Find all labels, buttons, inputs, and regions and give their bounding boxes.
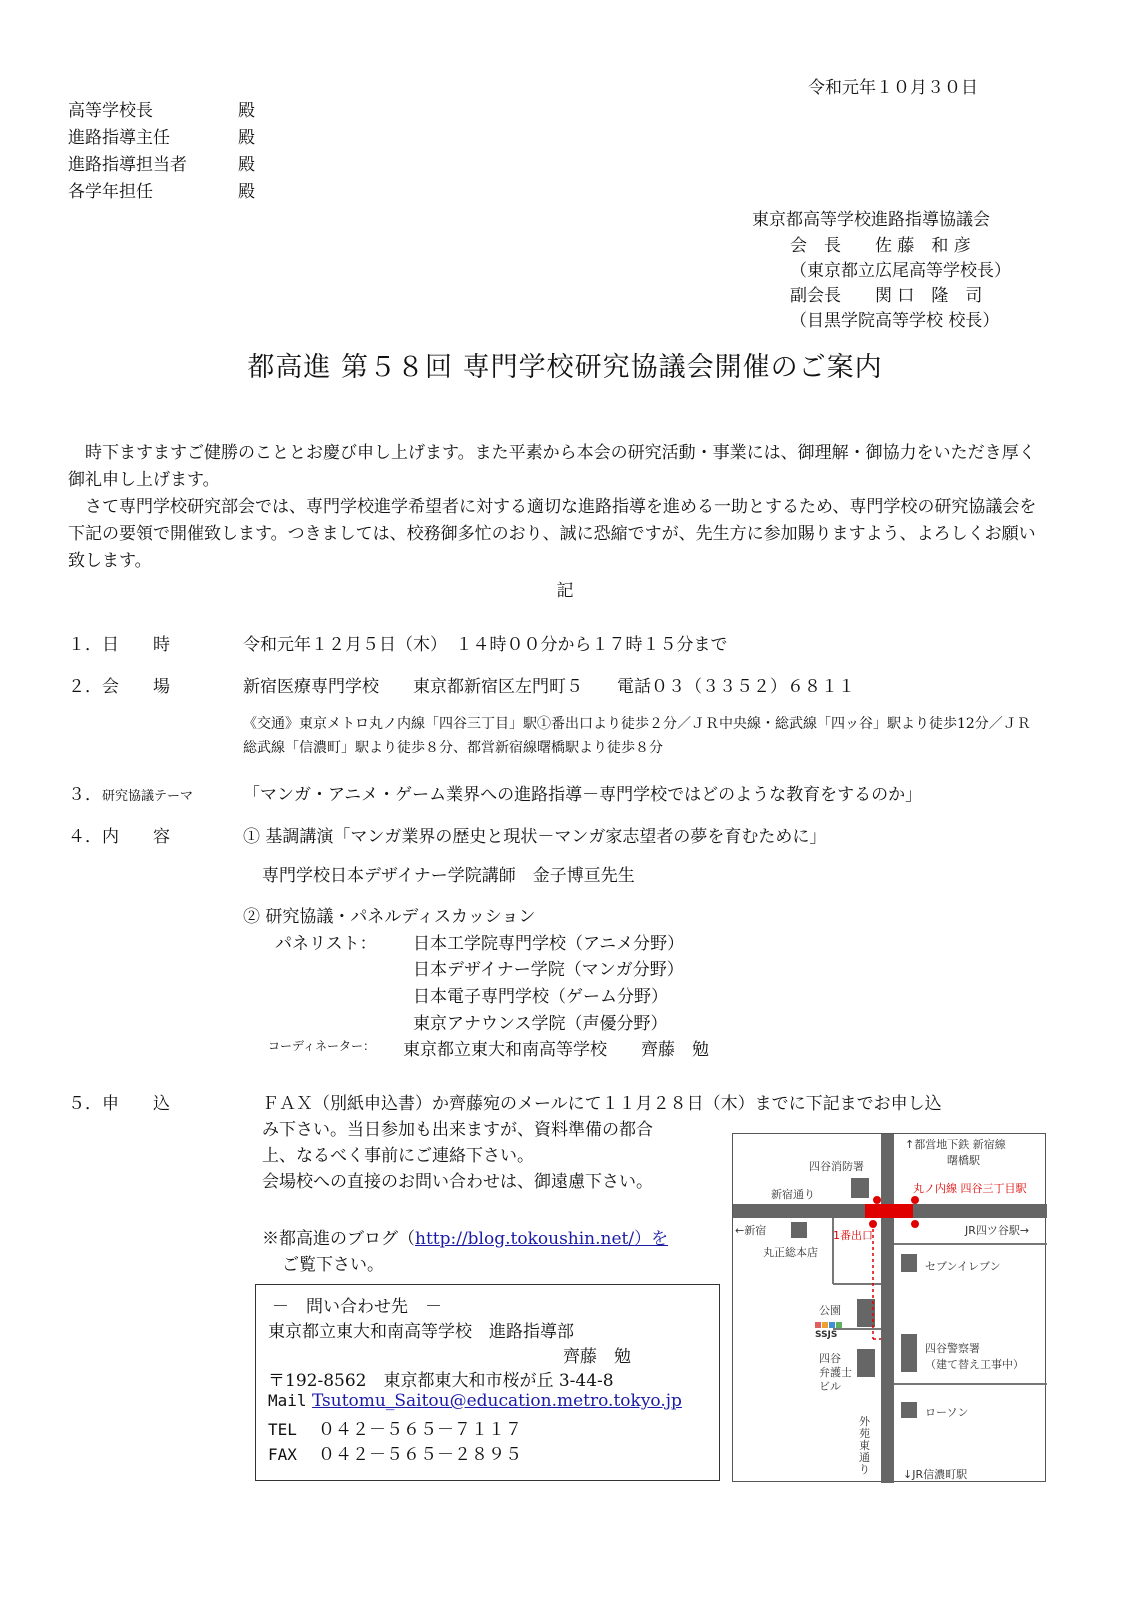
theme-label-text: 研究協議テーマ bbox=[102, 789, 194, 804]
date-label: １．日 時 bbox=[68, 635, 170, 655]
coordinator-value: 東京都立東大和南高等学校 齊藤 勉 bbox=[403, 1040, 709, 1060]
map-seven-eleven: セブンイレブン bbox=[925, 1260, 1001, 1273]
blog-line-2: ご覧下さい。 bbox=[282, 1255, 384, 1275]
mail-label: Mail bbox=[268, 1391, 307, 1410]
recipient-suffix: 殿 bbox=[238, 101, 255, 121]
recipient-title: 高等学校長 bbox=[68, 101, 153, 121]
fax-value: ０４２－５６５－２８９５ bbox=[318, 1445, 522, 1465]
lawson-building bbox=[901, 1402, 917, 1418]
blog-line bbox=[262, 1224, 668, 1249]
apply-label: ５．申 込 bbox=[68, 1094, 170, 1114]
recipient-title: 各学年担任 bbox=[68, 182, 153, 202]
map-west-label: ←新宿 bbox=[735, 1224, 767, 1237]
map-akebonobashi: 曙橋駅 bbox=[947, 1154, 980, 1167]
panel-line: ② 研究協議・パネルディスカッション bbox=[243, 907, 536, 927]
access-note: 《交通》東京メトロ丸ノ内線「四谷三丁目」駅①番出口より徒歩２分／ＪＲ中央線・総武線「四ッ谷」駅より徒歩12分／ＪＲ総武線「信濃町」駅より徒歩８分、都営新宿線曙橋駅より徒歩８分 bbox=[243, 716, 1031, 756]
recipient-line bbox=[68, 177, 255, 202]
tel-value: ０４２－５６５－７１１７ bbox=[318, 1420, 522, 1440]
recipient-title: 進路指導主任 bbox=[68, 128, 170, 148]
apply-line: 上、なるべく事前にご連絡下さい。 bbox=[262, 1146, 534, 1166]
ki-heading: 記 bbox=[556, 581, 574, 601]
contact-tel-line bbox=[268, 1415, 522, 1440]
apply-line: ＦＡＸ（別紙申込書）か齊藤宛のメールにて１１月２８日（木）までに下記までお申し込 bbox=[262, 1094, 942, 1114]
panelist-item: 日本工学院専門学校（アニメ分野） bbox=[413, 934, 685, 954]
map-marunouchi: 丸ノ内線 四谷三丁目駅 bbox=[913, 1182, 1027, 1195]
recipient-line bbox=[68, 123, 255, 148]
date-value: 令和元年１２月５日（木） １４時００分から１７時１５分まで bbox=[243, 635, 728, 655]
map-fire-station: 四谷消防署 bbox=[809, 1160, 864, 1173]
page-title: 都高進 第５８回 専門学校研究協議会開催のご案内 bbox=[247, 352, 883, 383]
apply-line: 会場校への直接のお問い合わせは、御遠慮下さい。 bbox=[262, 1172, 653, 1192]
theme-value: 「マンガ・アニメ・ゲーム業界への進路指導－専門学校ではどのような教育をするのか」 bbox=[243, 785, 923, 805]
police-building bbox=[901, 1334, 917, 1372]
recipient-title: 進路指導担当者 bbox=[68, 155, 187, 175]
panelist-item: 日本デザイナー学院（マンガ分野） bbox=[413, 960, 684, 980]
lecturer-line: 専門学校日本デザイナー学院講師 金子博亘先生 bbox=[262, 866, 635, 886]
access-map bbox=[732, 1133, 1046, 1482]
coordinator-label: コーディネーター： bbox=[268, 1039, 376, 1053]
map-lawson: ローソン bbox=[925, 1406, 969, 1419]
map-subway-label: ↑都営地下鉄 新宿線 bbox=[905, 1138, 1006, 1151]
map-exit1: 1番出口 bbox=[833, 1229, 873, 1242]
gaien-road bbox=[881, 1134, 894, 1483]
map-gaien-street: 外苑東通り bbox=[859, 1415, 870, 1476]
map-benten: 四谷 弁護士 ビル bbox=[819, 1352, 852, 1393]
purpose-paragraph: さて専門学校研究部会では、専門学校進学希望者に対する適切な進路指導を進める一助とするため、専門学校の研究協議会を下記の要領で開催致します。つきましては、校務御多忙のおり、誠に恐縮ですが、先生方に参加賜りますよう、よろしくお願い致します。 bbox=[68, 497, 1037, 571]
blog-prefix: ※都高進のブログ（ bbox=[262, 1229, 415, 1249]
greeting-paragraph: 時下ますますご健勝のこととお慶び申し上げます。また平素から本会の研究活動・事業には、御理解・御協力をいただき厚く御礼申し上げます。 bbox=[68, 443, 1036, 490]
map-jr-yotsuya: JR四ツ谷駅→ bbox=[965, 1224, 1030, 1237]
map-police: 四谷警察署 bbox=[925, 1342, 980, 1355]
maruzen-building bbox=[791, 1222, 807, 1238]
station-exit-marker bbox=[873, 1196, 881, 1204]
panelist-item: 日本電子専門学校（ゲーム分野） bbox=[413, 987, 668, 1007]
map-police-note: （建て替え工事中） bbox=[925, 1358, 1024, 1371]
contact-person: 齊藤 勉 bbox=[563, 1347, 631, 1367]
recipient-suffix: 殿 bbox=[238, 128, 255, 148]
ssjs-logo-block bbox=[815, 1322, 821, 1328]
sender-president-school: （東京都立広尾高等学校長） bbox=[790, 261, 1011, 281]
station-exit-marker bbox=[911, 1196, 919, 1204]
map-maruzen: 丸正総本店 bbox=[763, 1246, 818, 1259]
recipient-suffix: 殿 bbox=[238, 155, 255, 175]
ssjs-logo-block bbox=[829, 1322, 835, 1328]
tel-label: TEL bbox=[268, 1420, 297, 1439]
blog-link[interactable]: http://blog.tokoushin.net/ bbox=[415, 1229, 635, 1249]
sender-vice: 副会長 関 口 隆 司 bbox=[790, 286, 983, 306]
contact-address: 〒192-8562 東京都東大和市桜が丘 3-44-8 bbox=[268, 1371, 614, 1391]
station-block bbox=[865, 1204, 913, 1218]
contact-mail-line bbox=[268, 1391, 682, 1411]
theme-number: ３． bbox=[68, 785, 102, 805]
mail-link[interactable]: Tsutomu_Saitou@education.metro.tokyo.jp bbox=[311, 1391, 682, 1411]
map-shinanomachi: ↓JR信濃町駅 bbox=[903, 1468, 968, 1481]
fire-station-building bbox=[851, 1178, 869, 1198]
recipient-suffix: 殿 bbox=[238, 182, 255, 202]
sender-org: 東京都高等学校進路指導協議会 bbox=[752, 210, 990, 230]
content-label: ４．内 容 bbox=[68, 827, 170, 847]
venue-label: ２．会 場 bbox=[68, 677, 170, 697]
map-shinjuku-street: 新宿通り bbox=[771, 1188, 815, 1201]
map-park: 公園 bbox=[819, 1304, 841, 1317]
panelist-label: パネリスト： bbox=[275, 934, 377, 954]
venue-value: 新宿医療専門学校 東京都新宿区左門町５ 電話０３（３３５２）６８１１ bbox=[243, 677, 855, 697]
fax-label: FAX bbox=[268, 1445, 297, 1464]
sender-president: 会 長 佐 藤 和 彦 bbox=[790, 236, 971, 256]
station-exit-marker bbox=[911, 1220, 919, 1228]
theme-label bbox=[68, 780, 193, 805]
document-date: 令和元年１０月３０日 bbox=[808, 78, 978, 98]
seven-eleven-building bbox=[901, 1254, 917, 1272]
contact-school: 東京都立東大和南高等学校 進路指導部 bbox=[268, 1322, 574, 1342]
blog-suffix[interactable]: ）を bbox=[634, 1229, 669, 1249]
recipient-line bbox=[68, 150, 255, 175]
benten-building bbox=[857, 1349, 875, 1377]
sender-vice-school: （目黒学院高等学校 校長） bbox=[790, 311, 1000, 331]
contact-heading: － 問い合わせ先 － bbox=[272, 1297, 442, 1317]
contact-fax-line bbox=[268, 1440, 522, 1465]
apply-line: み下さい。当日参加も出来ますが、資料準備の都合 bbox=[262, 1120, 653, 1140]
map-ssjs: SSJS bbox=[815, 1330, 838, 1340]
panelist-item: 東京アナウンス学院（声優分野） bbox=[413, 1014, 668, 1034]
ssjs-logo-block bbox=[822, 1322, 828, 1328]
keynote-line: ① 基調講演「マンガ業界の歴史と現状－マンガ家志望者の夢を育むために」 bbox=[243, 827, 827, 847]
ssjs-logo-block bbox=[836, 1322, 842, 1328]
recipient-line bbox=[68, 96, 255, 121]
